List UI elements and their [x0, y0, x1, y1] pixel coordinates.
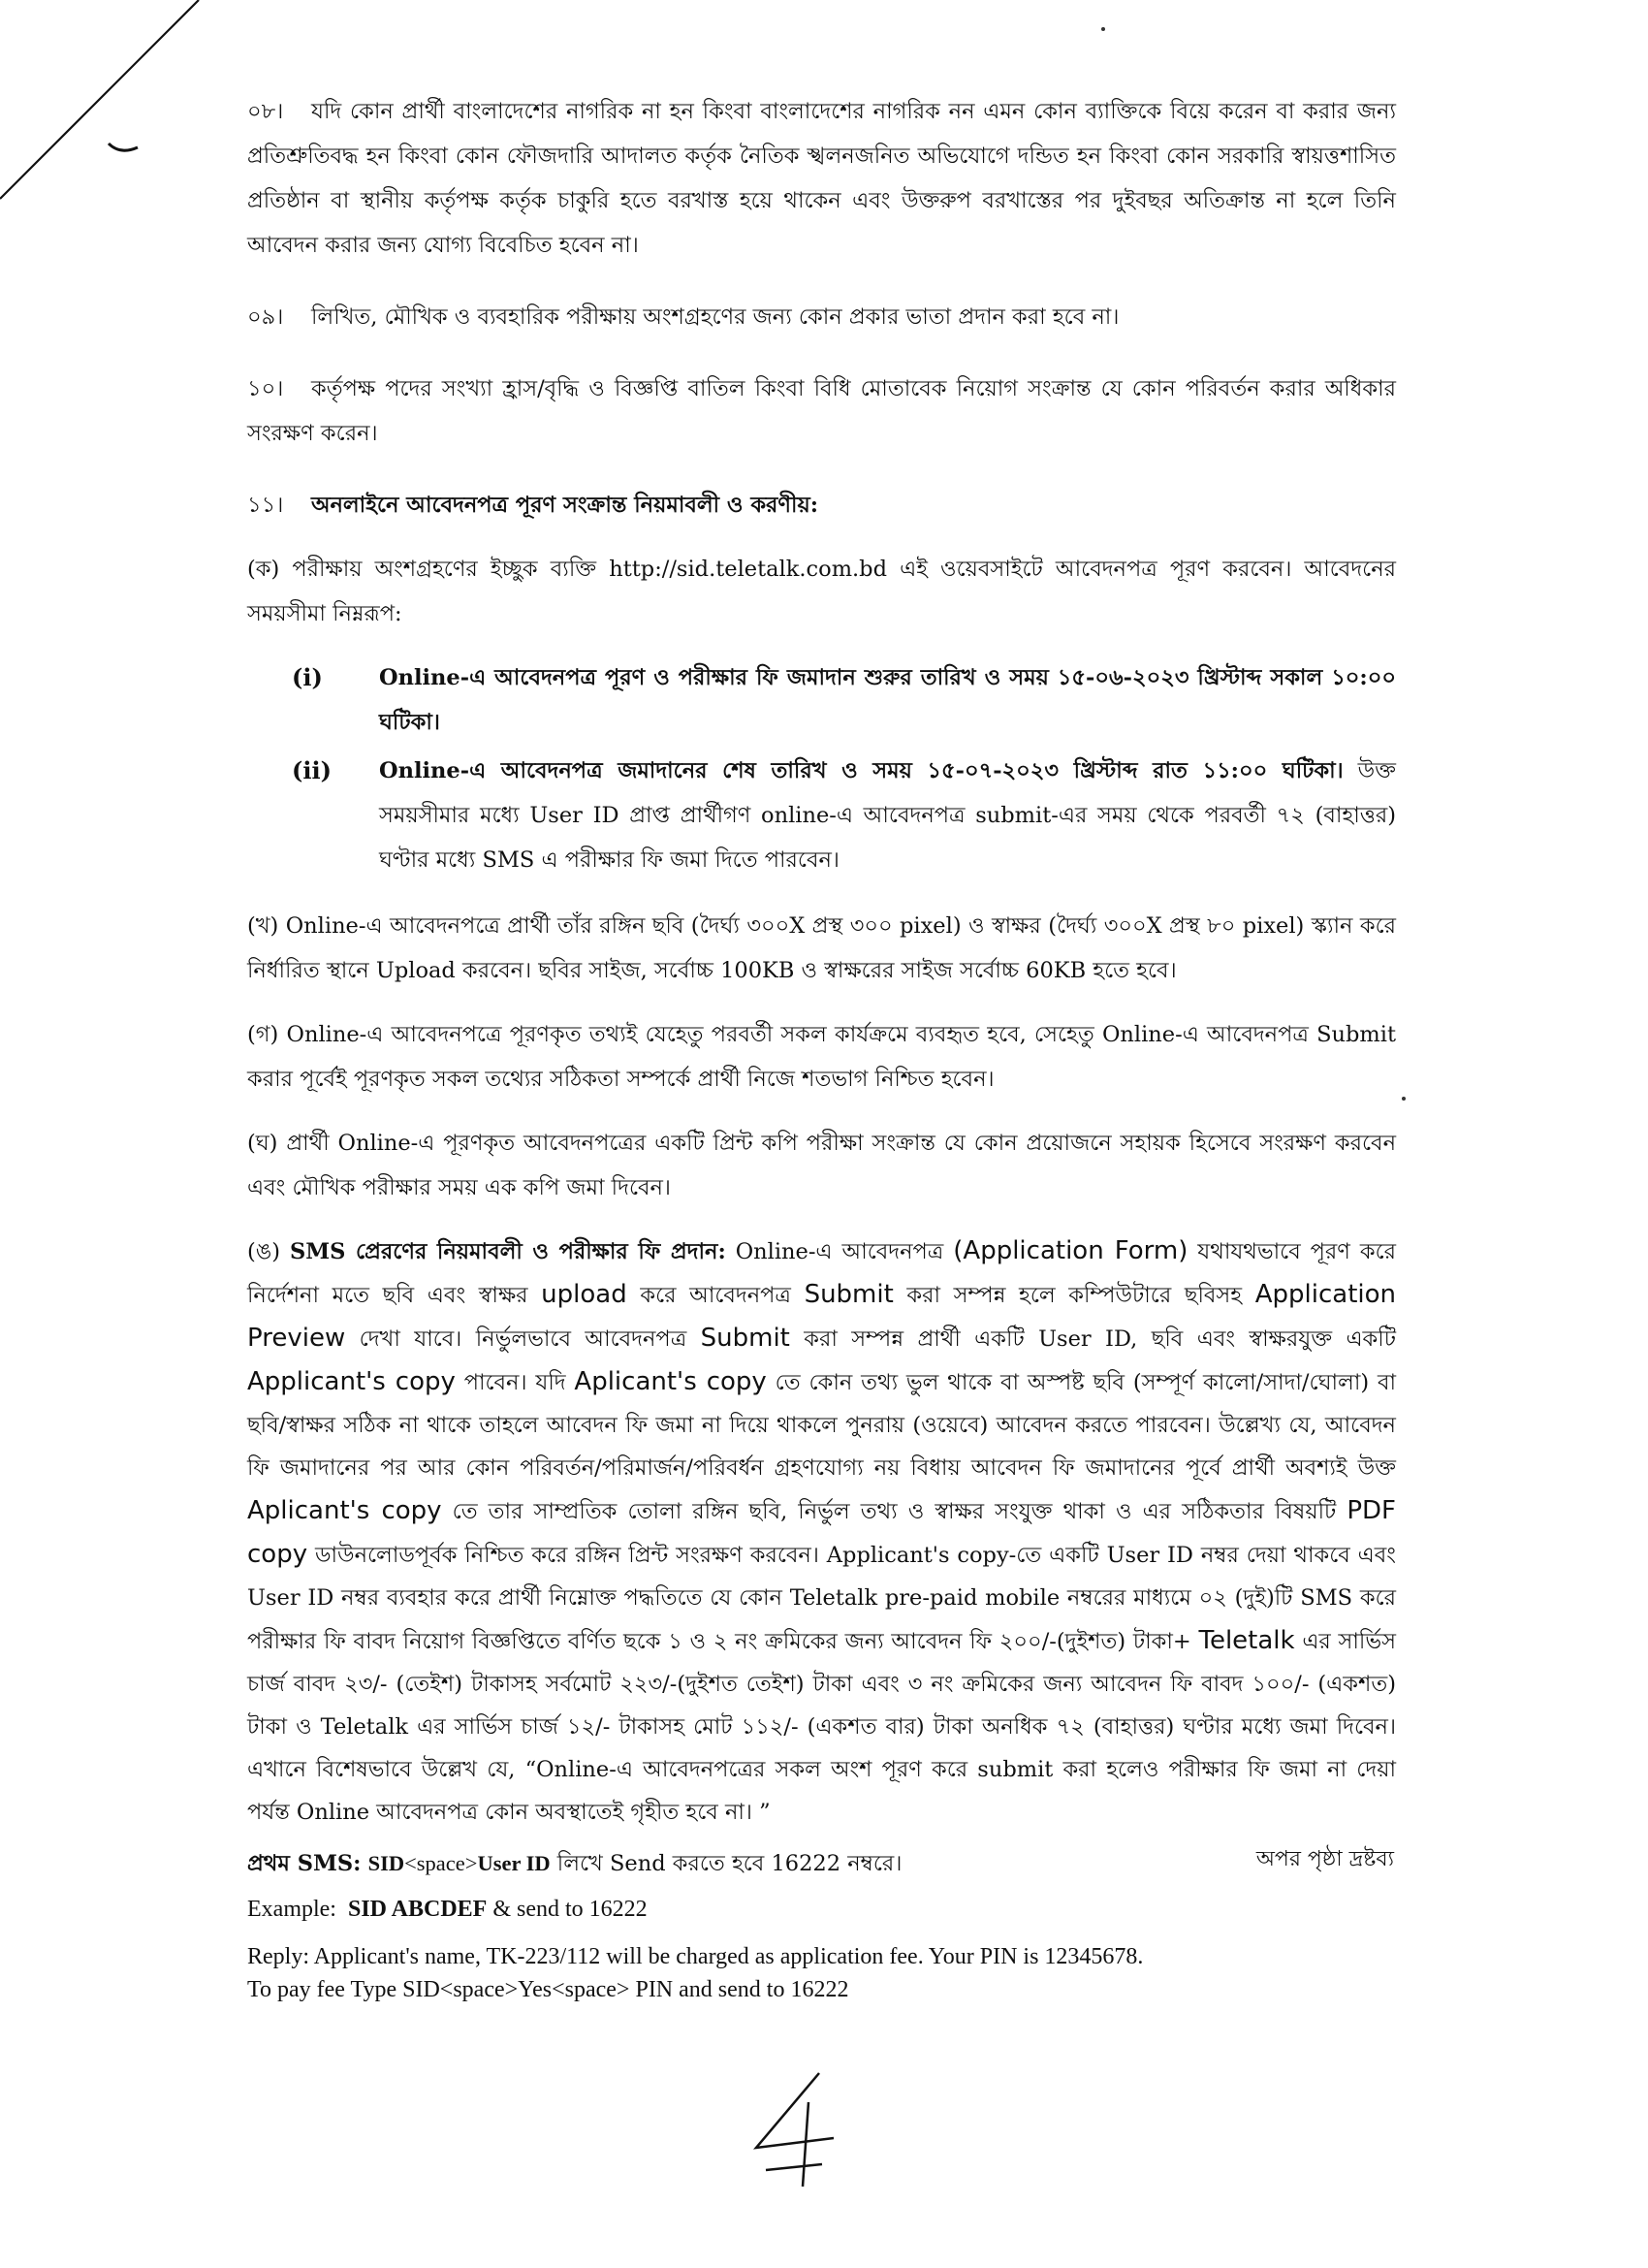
document-body [247, 89, 1396, 2006]
first-sms-text: লিখে Send করতে হবে 16222 নম্বরে। [550, 1851, 903, 1876]
sms-example [247, 1892, 1396, 1927]
section-ga-text: (গ) Online-এ আবেদনপত্রে পূরণকৃত তথ্যই যেহেতু পরবর্তী সকল কার্যক্রমে ব্যবহৃত হবে, সেহেতু Online-এ আবেদনপত্র Submit করার পূর্বেই পূরণকৃত সকল তথ্যের সঠিকতা সম্পর্কে প্রার্থী নিজে শতভাগ নিশ্চিত হবেন। [247, 1022, 1396, 1092]
sms-rules-heading: SMS প্রেরণের নিয়মাবলী ও পরীক্ষার ফি প্রদান: [290, 1239, 726, 1264]
reply-line: To pay fee Type SID<space>Yes<space> PIN and send to 16222 [247, 1977, 849, 2002]
clause-08 [247, 89, 1396, 268]
margin-slash-mark [0, 0, 199, 199]
clause-text: যদি কোন প্রার্থী বাংলাদেশের নাগরিক না হন কিংবা বাংলাদেশের নাগরিক নন এমন কোন ব্যাক্তিকে বিয়ে করেন বা করার জন্য প্রতিশ্রুতিবদ্ধ হন কিংবা কোন ফৌজদারি আদালত কর্তৃক নৈতিক স্খলনজনিত অভিযোগে দন্ডিত হন কিংবা কোন সরকারি স্বায়ত্তশাসিত প্রতিষ্ঠান বা স্থানীয় কর্তৃপক্ষ কর্তৃক চাকুরি হতে বরখাস্ত হয়ে থাকেন এবং উক্তরুপ বরখাস্তের পর দুইবছর অতিক্রান্ত না হলে তিনি আবেদন করার জন্য যোগ্য বিবেচিত হবেন না। [247, 99, 1396, 258]
first-sms-label: প্রথম SMS: [247, 1851, 362, 1876]
text-run: দেখা যাবে। নির্ভুলভাবে আবেদনপত্র [345, 1326, 701, 1352]
example-label: Example: [247, 1897, 348, 1922]
clause-09 [247, 295, 1396, 339]
emphasis-run: Teletalk [1198, 1626, 1295, 1655]
sms-keyword: User ID [477, 1851, 551, 1875]
timeline-bold-text: Online-এ আবেদনপত্র জমাদানের শেষ তারিখ ও সময় ১৫-০৭-২০২৩ খ্রিস্টাব্দ রাত ১১:০০ ঘটিকা। [379, 758, 1344, 783]
text-run: পাবেন। যদি [455, 1370, 575, 1395]
example-text: & send to 16222 [487, 1897, 648, 1922]
emphasis-run: Submit [700, 1324, 790, 1353]
section-ka-text: (ক) পরীক্ষায় অংশগ্রহণের ইচ্ছুক ব্যক্তি http://sid.teletalk.com.bd এই ওয়েবসাইটে আবেদনপত্র পূরণ করবেন। আবেদনের সময়সীমা নিম্নরূপ: [247, 557, 1396, 626]
section-uma [247, 1230, 1396, 1834]
sms-space-token: <space> [404, 1851, 478, 1875]
scan-dot [1402, 1097, 1406, 1101]
timeline-bold-text: Online-এ আবেদনপত্র পূরণ ও পরীক্ষার ফি জমাদান শুরুর তারিখ ও সময় ১৫-০৬-২০২৩ খ্রিস্টাব্দ সকাল ১০:০০ ঘটিকা। [379, 665, 1396, 735]
text-run: করা সম্পন্ন প্রার্থী একটি User ID, ছবি এবং স্বাক্ষরযুক্ত একটি [789, 1326, 1396, 1352]
reply-line: Reply: Applicant's name, TK-223/112 will be charged as application fee. Your PIN is 12345678. [247, 1944, 1144, 1969]
emphasis-run: (Application Form) [953, 1236, 1188, 1265]
example-code: SID ABCDEF [347, 1897, 488, 1922]
section-ga [247, 1012, 1396, 1102]
timeline-roman: (ii) [292, 756, 332, 784]
section-label: (ঙ) [247, 1239, 281, 1264]
text-run: করা সম্পন্ন হলে কম্পিউটারে ছবিসহ [893, 1283, 1255, 1308]
section-kha-text: (খ) Online-এ আবেদনপত্রে প্রার্থী তাঁর রঙ্গিন ছবি (দৈর্ঘ্য ৩০০X প্রস্থ ৩০০ pixel) ও স্বাক্ষর (দৈর্ঘ্য ৩০০X প্রস্থ ৮০ pixel) স্ক্যান করে নির্ধারিত স্থানে Upload করবেন। ছবির সাইজ, সর্বোচ্চ 100KB ও স্বাক্ষরের সাইজ সর্বোচ্চ 60KB হতে হবে। [247, 913, 1396, 983]
margin-curve-mark [109, 144, 138, 150]
sms-keyword: SID [367, 1851, 405, 1875]
section-kha [247, 904, 1396, 993]
emphasis-run: Aplicant's copy [247, 1496, 442, 1525]
handwritten-page-number [756, 2073, 834, 2187]
sms-reply [247, 1940, 1396, 2006]
clause-number: ০৮। [247, 99, 284, 124]
text-run: ডাউনলোডপূর্বক নিশ্চিত করে রঙ্গিন প্রিন্ট সংরক্ষণ করবেন। Applicant's copy-তে একটি User ID নম্বর দেয়া থাকবে এবং User ID নম্বর ব্যবহার করে প্রার্থী নিম্নোক্ত পদ্ধতিতে যে কোন Teletalk pre-paid mobile নম্বরের মাধ্যমে ০২ (দুই)টি SMS করে পরীক্ষার ফি বাবদ নিয়োগ বিজ্ঞপ্তিতে বর্ণিত ছকে ১ ও ২ নং ক্রমিকের জন্য আবেদন ফি ২০০/-(দুইশত) টাকা+ [247, 1543, 1396, 1654]
text-run: তে কোন তথ্য ভুল থাকে বা অস্পষ্ট ছবি (সম্পূর্ণ কালো/সাদা/ঘোলা) বা ছবি/স্বাক্ষর সঠিক না থাকে তাহলে আবেদন ফি জমা না দিয়ে থাকলে পুনরায় (ওয়েবে) আবেদন করতে পারবেন। উল্লেখ্য যে, আবেদন ফি জমাদানের পর আর কোন পরিবর্তন/পরিমার্জন/পরিবর্ধন গ্রহণযোগ্য নয় বিধায় আবেদন ফি জমাদানের পূর্বে প্রার্থী অবশ্যই উক্ত [247, 1370, 1397, 1481]
text-run: Online-এ আবেদনপত্র [725, 1239, 954, 1264]
clause-11-heading [247, 483, 1396, 527]
emphasis-run: Applicant's copy [247, 1367, 456, 1396]
section-gha-text: (ঘ) প্রার্থী Online-এ পূরণকৃত আবেদনপত্রের একটি প্রিন্ট কপি পরীক্ষা সংক্রান্ত যে কোন প্রয়োজনে সহায়ক হিসেবে সংরক্ষণ করবেন এবং মৌখিক পরীক্ষার সময় এক কপি জমা দিবেন। [247, 1131, 1396, 1200]
timeline-text: উক্ত সময়সীমার মধ্যে User ID প্রাপ্ত প্রার্থীগণ online-এ আবেদনপত্র submit-এর সময় থেকে পরবর্তী ৭২ (বাহাত্তর) ঘণ্টার মধ্যে SMS এ পরীক্ষার ফি জমা দিতে পারবেন। [379, 758, 1396, 873]
first-sms-instruction [247, 1841, 1396, 1886]
clause-10 [247, 367, 1396, 456]
timeline-item-start [247, 655, 1396, 745]
emphasis-run: upload [541, 1280, 627, 1309]
application-timeline [247, 655, 1396, 882]
clause-text: লিখিত, মৌখিক ও ব্যবহারিক পরীক্ষায় অংশগ্রহণের জন্য কোন প্রকার ভাতা প্রদান করা হবে না। [311, 304, 1120, 330]
continued-overleaf-note: অপর পৃষ্ঠা দ্রষ্টব্য [1255, 1847, 1394, 1871]
section-ka [247, 547, 1396, 636]
section-heading: অনলাইনে আবেদনপত্র পূরণ সংক্রান্ত নিয়মাবলী ও করণীয়: [311, 493, 819, 518]
timeline-item-end [247, 749, 1396, 882]
emphasis-run: Submit [804, 1280, 894, 1309]
clause-text: কর্তৃপক্ষ পদের সংখ্যা হ্রাস/বৃদ্ধি ও বিজ্ঞপ্তি বাতিল কিংবা বিধি মোতাবেক নিয়োগ সংক্রান্ত যে কোন পরিবর্তন করার অধিকার সংরক্ষণ করেন। [247, 376, 1396, 446]
text-run: তে তার সাম্প্রতিক তোলা রঙ্গিন ছবি, নির্ভুল তথ্য ও স্বাক্ষর সংযুক্ত থাকা ও এর সঠিকতার বিষয়টি [441, 1499, 1347, 1524]
section-gha [247, 1121, 1396, 1210]
emphasis-run: PDF copy [247, 1496, 1396, 1569]
clause-number: ১১। [247, 493, 284, 518]
text-run: এর সার্ভিস চার্জ বাবদ ২৩/- (তেইশ) টাকাসহ সর্বমোট ২২৩/-(দুইশত তেইশ) টাকা এবং ৩ নং ক্রমিকের জন্য আবেদন ফি বাবদ ১০০/- (একশত) টাকা ও Teletalk এর সার্ভিস চার্জ ১২/- টাকাসহ মোট ১১২/- (একশত বার) টাকা অনধিক ৭২ (বাহাত্তর) ঘণ্টার মধ্যে জমা দিবেন। এখানে বিশেষভাবে উল্লেখ যে, “Online-এ আবেদনপত্রের সকল অংশ পূরণ করে submit করা হলেও পরীক্ষার ফি জমা না দেয়া পর্যন্ত Online আবেদনপত্র কোন অবস্থাতেই গৃহীত হবে না। ” [247, 1629, 1396, 1825]
timeline-roman: (i) [292, 663, 323, 691]
text-run: করে আবেদনপত্র [626, 1283, 805, 1308]
emphasis-run: Application Preview [247, 1280, 1396, 1353]
emphasis-run: Aplicant's copy [574, 1367, 767, 1396]
text-run: যথাযথভাবে পূরণ করে নির্দেশনা মতে ছবি এবং স্বাক্ষর [247, 1239, 1396, 1308]
scan-dot [1101, 27, 1105, 31]
clause-number: ০৯। [247, 304, 284, 330]
clause-number: ১০। [247, 376, 284, 401]
